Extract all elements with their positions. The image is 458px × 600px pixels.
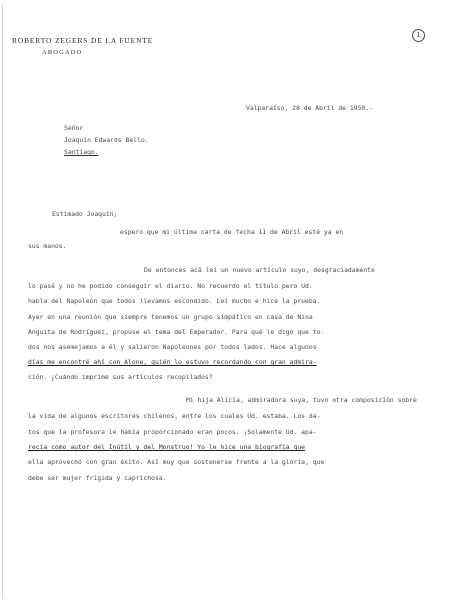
letterhead-title: ABOGADO (42, 49, 83, 56)
paragraph2-line: Ayer en una reunión que siempre tenemos un grupo simpático en casa de Nina (28, 313, 313, 321)
letterhead-name: ROBERTO ZEGERS DE LA FUENTE (12, 36, 154, 45)
paragraph2-line: ción. ¿Cuándo imprime sus artículos recopilados? (28, 373, 213, 381)
paragraph2-line: habla del Napoleón que todos llevamos escondido. Leí mucho e hice la prueba. (28, 297, 321, 305)
paragraph3-line (28, 443, 305, 451)
paragraph3-line: ella aprovechó con gran éxito. Así muy que sostenerse frente a la gloria, que (28, 458, 325, 466)
recipient-name: Joaquín Edwards Bello. (64, 136, 149, 144)
page-number-mark: 1 (412, 29, 425, 42)
date-line: Valparaíso, 28 de Abril de 1950.- (246, 104, 373, 112)
recipient-salutation: Señor (64, 124, 84, 132)
alone-mention-line: días me encontré ahí con Alone, quién lo estuvo recordando con gran admira- (28, 358, 317, 366)
paragraph2-line (28, 358, 317, 366)
paragraph2-line: De entonces acá leí un nuevo artículo suyo, desgraciadamente (144, 266, 375, 274)
paragraph2-line: Anguita de Rodríguez, propuse el tema del Emperador. Para qué le digo que to- (28, 328, 325, 336)
letterhead (12, 36, 172, 56)
greeting: Estimado Joaquín; (52, 210, 118, 218)
paragraph3-line: debe ser mujer frígida y caprichosa. (28, 474, 167, 482)
paragraph1-line: sus manos. (28, 242, 67, 250)
paragraph2-line: lo pasé y no he podido conseguir el diario. No recuerdo el título pero Ud. (28, 282, 313, 290)
works-mention-line: recía como autor del Inútil y del Monstruo! Yo le hice una biografía que (28, 443, 306, 451)
paragraph3-line: la vida de algunos escritores chilenos, entre los cuales Ud. estaba. Los da- (28, 412, 321, 420)
recipient-city: Santiago. (64, 148, 99, 156)
paragraph3-line: Mi hija Alicia, admiradora suya, tuvo otra composición sobre (186, 396, 417, 404)
paragraph2-line: dos nos asemejamos a él y salieron Napoleones por todos lados. Hace algunos (28, 343, 317, 351)
paragraph3-line: tos que la profesora le había proporcionado eran pocos. ¡Solamente Ud. apa- (28, 428, 317, 436)
paragraph1-line: espero que mi última carta de fecha 11 de Abril esté ya en (120, 228, 344, 236)
